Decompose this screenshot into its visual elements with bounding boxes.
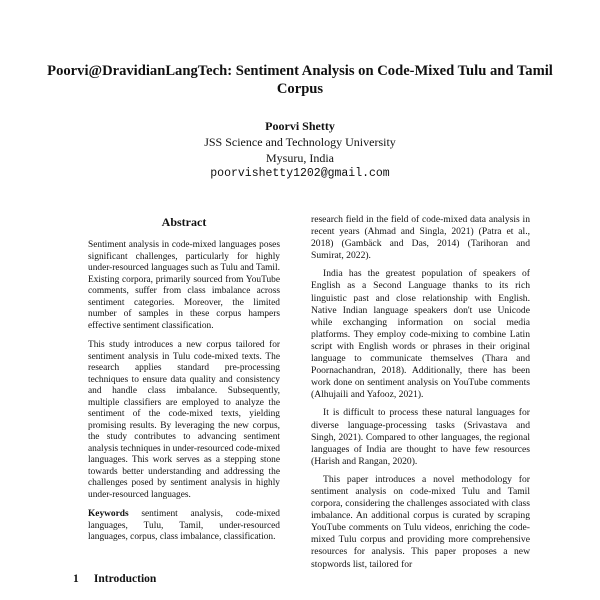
author-location: Mysuru, India bbox=[266, 151, 334, 165]
author-block bbox=[0, 118, 600, 182]
keywords-text: sentiment analysis, code-mixed languages, Tulu, Tamil, under-resourced languages, corpus, class imbalance, classification. bbox=[88, 509, 280, 542]
paper-title: Poorvi@DravidianLangTech: Sentiment Analysis on Code-Mixed Tulu and Tamil Corpus bbox=[47, 63, 553, 97]
author-name: Poorvi Shetty bbox=[265, 119, 335, 133]
right-column bbox=[311, 214, 530, 577]
body-paragraph-4: This paper introduces a novel methodology for sentiment analysis on code-mixed Tulu and Tamil corpora, considering the challenges associated with class imbalance. An additional corpus is curated by scraping YouTube comments on Tulu videos, enriching the code-mixed Tulu corpus and providing more comprehensive resources for analysis. This paper proposes a new stopwords list, tailored for bbox=[311, 473, 530, 570]
abstract-paragraph-1: Sentiment analysis in code-mixed languages poses significant challenges, particularly for highly under-resourced languages such as Tulu and Tamil. Existing corpora, primarily sourced from YouTube comments, suffer from class imbalance across sentiment categories. Moreover, the limited number of samples in these corpus hampers effective sentiment classification. bbox=[88, 240, 280, 331]
abstract-heading: Abstract bbox=[161, 215, 207, 229]
keywords-paragraph bbox=[88, 509, 280, 544]
author-affiliation: JSS Science and Technology University bbox=[204, 135, 396, 149]
body-paragraph-2: India has the greatest population of speakers of English as a Second Language thanks to its rich linguistic past and close relationship with English. Native Indian language speakers don't use Unicode while exchanging information on social media platforms. They employ code-mixing to combine Latin script with English words or phrases in their original language to communicate themselves (Thara and Poornachandran, 2018). Additionally, there has been work done on sentiment analysis on YouTube comments (Alhujaili and Yafooz, 2021). bbox=[311, 268, 530, 401]
section-heading-introduction bbox=[73, 573, 156, 585]
body-paragraph-1: research field in the field of code-mixed data analysis in recent years (Ahmad and Singla, 2021) (Patra et al., 2018) (Gambäck and Das, 2014) (Tarihoran and Sumirat, 2022). bbox=[311, 214, 530, 262]
body-paragraph-3: It is difficult to process these natural languages for diverse language-processing tasks (Srivastava and Singh, 2021). Compared to other languages, the regional languages of India are thought to have few resources (Harish and Rangan, 2020). bbox=[311, 407, 530, 467]
abstract-paragraph-2: This study introduces a new corpus tailored for sentiment analysis in Tulu code-mixed texts. The research applies standard pre-processing techniques to ensure data quality and consistency and handle class imbalance. Subsequently, multiple classifiers are employed to analyze the sentiment of the code-mixed texts, yielding promising results. By leveraging the new corpus, the study contributes to advancing sentiment analysis techniques in under-resourced code-mixed languages. This work serves as a stepping stone towards better understanding and addressing the challenges posed by sentiment analysis in highly under-resourced languages. bbox=[88, 340, 280, 500]
section-title: Introduction bbox=[93, 573, 157, 585]
author-email: poorvishetty1202@gmail.com bbox=[210, 167, 390, 180]
left-column bbox=[88, 214, 280, 552]
section-number: 1 bbox=[73, 573, 79, 585]
keywords-label: Keywords bbox=[88, 509, 129, 519]
